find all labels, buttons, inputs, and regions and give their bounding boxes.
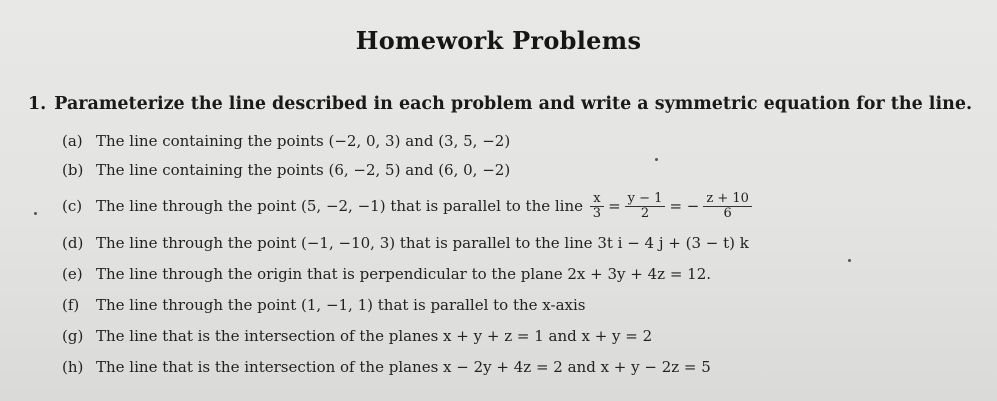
sub-problem-e <box>62 265 711 283</box>
speck-mark <box>848 259 851 262</box>
equals-sign: = <box>608 196 621 215</box>
sub-problem-a <box>62 132 510 150</box>
sub-problem-label: (c) <box>62 196 83 215</box>
sub-problem-text: The line through the origin that is perpendicular to the plane 2x + 3y + 4z = 12. <box>96 265 712 283</box>
fraction-x <box>590 192 604 221</box>
fraction-z <box>703 192 752 221</box>
sub-problem-label: (b) <box>62 161 84 179</box>
problem-number: 1. <box>28 94 47 114</box>
sub-problem-label: (h) <box>62 358 84 376</box>
sub-problem-g <box>62 327 652 345</box>
sub-problem-b <box>62 161 510 179</box>
fraction-y <box>625 192 666 221</box>
sub-problem-label: (g) <box>62 327 84 345</box>
sub-problem-label: (f) <box>62 296 80 314</box>
sub-problem-text: The line through the point (1, −1, 1) that is parallel to the x-axis <box>96 296 586 314</box>
fraction-numerator: z + 10 <box>703 192 752 207</box>
sub-problem-f <box>62 296 585 314</box>
sub-problem-label: (a) <box>62 132 83 150</box>
sub-problem-label: (e) <box>62 265 83 283</box>
page-title: Homework Problems <box>355 26 642 55</box>
fraction-numerator: y − 1 <box>625 192 666 207</box>
speck-mark <box>655 158 658 161</box>
equals-minus-sign: = − <box>669 196 700 215</box>
speck-mark <box>34 212 37 215</box>
sub-problem-text: The line through the point (5, −2, −1) that is parallel to the line <box>96 196 584 215</box>
sub-problem-label: (d) <box>62 234 84 252</box>
sub-problem-h <box>62 358 711 376</box>
sub-problem-text: The line containing the points (6, −2, 5) and (6, 0, −2) <box>96 161 511 179</box>
fraction-numerator: x <box>590 192 604 207</box>
sub-problem-text: The line that is the intersection of the planes x − 2y + 4z = 2 and x + y − 2z = 5 <box>96 358 711 376</box>
fraction-denominator: 3 <box>592 206 602 221</box>
fraction-denominator: 6 <box>723 206 732 221</box>
fraction-denominator: 2 <box>640 206 650 221</box>
sub-problem-c <box>62 192 754 221</box>
problem-statement <box>28 94 972 114</box>
problem-text: Parameterize the line described in each problem and write a symmetric equation for the line. <box>54 94 973 114</box>
sub-problem-text: The line containing the points (−2, 0, 3) and (3, 5, −2) <box>96 132 511 150</box>
sub-problem-text: The line that is the intersection of the planes x + y + z = 1 and x + y = 2 <box>96 327 653 345</box>
sub-problem-d <box>62 234 749 252</box>
sub-problem-text: The line through the point (−1, −10, 3) that is parallel to the line 3t i − 4 j + (3 − t) k <box>96 234 749 252</box>
